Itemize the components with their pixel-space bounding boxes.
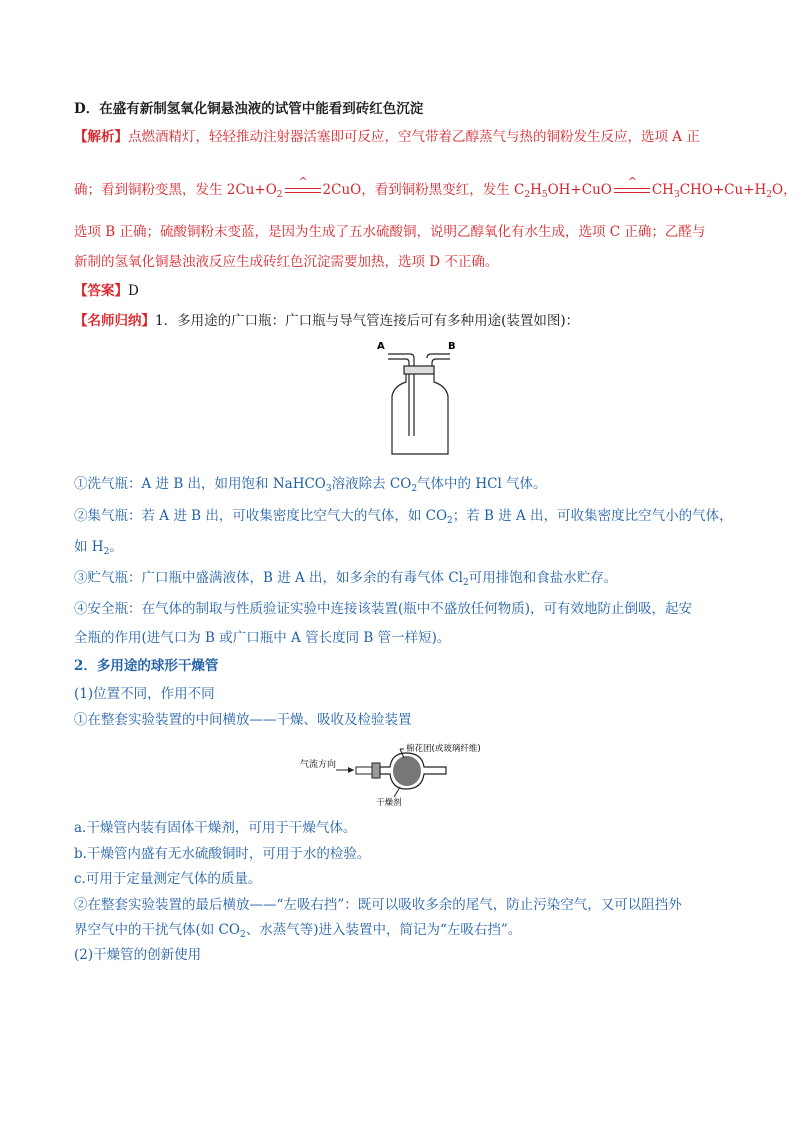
stopper (404, 366, 434, 374)
drying-tube-figure (296, 737, 526, 807)
equation-text: 确；看到铜粉变黑，发生 2Cu+O (74, 182, 277, 198)
equation-text: CHO+Cu+H (679, 182, 767, 198)
equation-text: 2CuO，看到铜粉黑变红，发生 C (322, 182, 525, 198)
analysis-line-2 (74, 174, 797, 200)
answer-line (74, 281, 139, 301)
section-2-p5: (2)干燥管的创新使用 (74, 947, 202, 963)
answer-tag: 【答案】 (74, 283, 128, 299)
analysis-line-3: 选项 B 正确；硫酸铜粉末变蓝，是因为生成了五水硫酸铜，说明乙醇氧化有水生成，选项 C 正确；乙醛与 (74, 224, 706, 240)
label-a: A (377, 341, 385, 352)
section-2-p1: (1)位置不同，作用不同 (74, 686, 215, 702)
equation-text: OH+CuO (547, 182, 612, 198)
section-2-p4: 界空气中的干扰气体(如 $CO_2$、水蒸气等)进入装置中，简记为“左吸右挡”。 (74, 922, 522, 940)
heat-mark: ^ (298, 174, 308, 188)
use-4: ④安全瓶：在气体的制取与性质验证实验中连接该装置(瓶中不盛放任何物质)，可有效地防止倒吸，起安 (74, 601, 693, 617)
subscript: 3 (673, 190, 680, 200)
subscript: 5 (541, 190, 548, 200)
item-a: a.干燥管内装有固体干燥剂，可用于干燥气体。 (74, 820, 357, 836)
section-2-p3: ②在整套实验装置的最后横放——“左吸右挡”：既可以吸收多余的尾气，防止污染空气，又可以阻挡外 (74, 897, 682, 913)
summary-tag: 【名师归纳】 (74, 313, 155, 329)
heat-mark: ^ (627, 174, 638, 188)
equation-text: O， (772, 182, 797, 198)
heating-condition-sign (612, 174, 652, 198)
use-4-cont: 全瓶的作用(进气口为 B 或广口瓶中 A 管长度同 B 管一样短)。 (74, 630, 451, 646)
use-3: ③贮气瓶：广口瓶中盛满液体，B 进 A 出，如多余的有毒气体 $Cl_2$可用排饱和食盐水贮存。 (74, 570, 618, 588)
item-c: c.可用于定量测定气体的质量。 (74, 871, 262, 887)
subscript: 2 (766, 190, 773, 200)
summary-intro: 1．多用途的广口瓶：广口瓶与导气管连接后可有多种用途(装置如图)： (155, 313, 580, 329)
summary-line (74, 311, 579, 331)
desiccant-label: 干燥剂 (376, 798, 402, 807)
subscript: 2 (276, 190, 283, 200)
wide-mouth-bottle-figure (370, 336, 470, 460)
subscript: 2 (524, 190, 531, 200)
use-1: ①洗气瓶：A 进 B 出，如用饱和 NaHCO$_3$溶液除去 $CO_2$气体中的 HCl 气体。 (74, 476, 547, 494)
section-2-title: 2．多用途的球形干燥管 (74, 658, 219, 674)
tube-b (427, 354, 450, 358)
option-d: D．在盛有新制氢氧化铜悬浊液的试管中能看到砖红色沉淀 (74, 101, 424, 117)
section-2-p2: ①在整套实验装置的中间横放——干燥、吸收及检验装置 (74, 712, 412, 728)
cotton-label: 棉花团(或玻璃纤维) (406, 744, 481, 754)
bottle-body (392, 374, 448, 454)
answer-value: D (128, 283, 139, 299)
flow-direction-label: 气流方向 (300, 760, 337, 770)
analysis-tag: 【解析】 (74, 129, 128, 145)
heating-condition-sign (283, 174, 323, 198)
use-2-cont: 如 $H_2$。 (74, 539, 123, 557)
equation-text: H (530, 182, 542, 198)
label-b: B (448, 341, 456, 352)
analysis-line-1 (74, 127, 700, 147)
use-2: ②集气瓶：若 A 进 B 出，可收集密度比空气大的气体，如 $CO_2$；若 B 进 A 出，可收集密度比空气小的气体， (74, 508, 733, 526)
item-b: b.干燥管内盛有无水硫酸铜时，可用于水的检验。 (74, 846, 371, 862)
equation-text: CH (651, 182, 674, 198)
analysis-line-4: 新制的氢氧化铜悬浊液反应生成砖红色沉淀需要加热，选项 D 不正确。 (74, 254, 499, 270)
rubber-plug (372, 763, 380, 778)
desiccant-fill (393, 756, 421, 786)
analysis-text-1: 点燃酒精灯，轻轻推动注射器活塞即可反应，空气带着乙醇蒸气与热的铜粉发生反应，选项 A 正 (128, 129, 700, 145)
